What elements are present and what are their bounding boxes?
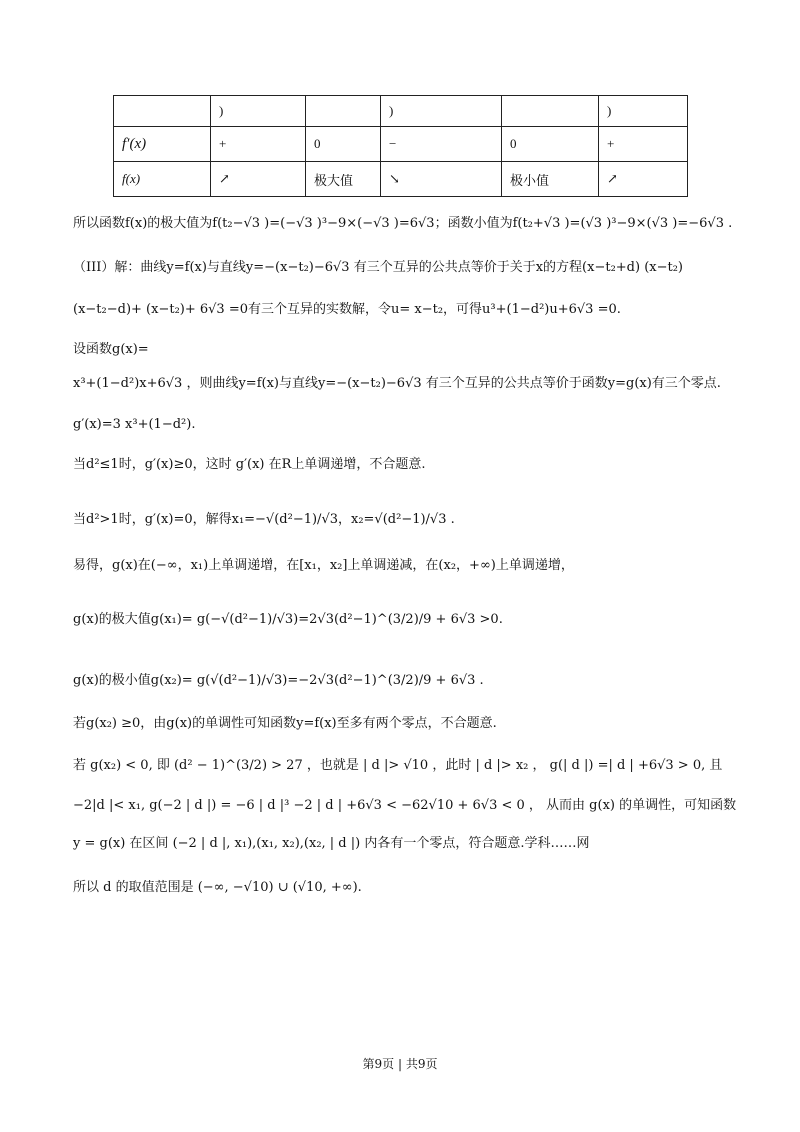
solution-line-part3: （III）解：曲线y=f(x)与直线y=−(x−t₂)−6√3 有三个互异的公共点等价于关于x的方程(x−t₂+d) (x−t₂): [73, 260, 683, 275]
table-cell: ): [211, 96, 306, 127]
table-cell: 0: [502, 127, 599, 162]
solution-line-g-def: x³+(1−d²)x+6√3 ，则曲线y=f(x)与直线y=−(x−t₂)−6√3 有三个互异的公共点等价于函数y=g(x)有三个零点.: [73, 376, 721, 391]
table-cell: ): [381, 96, 502, 127]
solution-line-conclusion: 所以 d 的取值范围是 (−∞, −√10) ∪ (√10, +∞).: [73, 880, 362, 895]
solution-line-define-g: 设函数g(x)=: [73, 342, 149, 357]
table-cell: 0: [306, 127, 381, 162]
solution-line-case-neg: 若 g(x₂) < 0, 即 (d² − 1)^(3/2) > 27 ，也就是 | d |> √10 ，此时 | d |> x₂ ， g(| d |) =| d | +6√3 > 0, 且: [73, 758, 723, 773]
solution-line-zeros: y = g(x) 在区间 (−2 | d |, x₁),(x₁, x₂),(x₂, | d |) 内各有一个零点，符合题意.学科……网: [73, 836, 590, 851]
derivative-row: [114, 127, 688, 162]
solution-line-case-nonneg: 若g(x₂) ≥0，由g(x)的单调性可知函数y=f(x)至多有两个零点，不合题意.: [73, 716, 497, 731]
table-cell: +: [211, 127, 306, 162]
solution-line-g-derivative: g′(x)=3 x³+(1−d²).: [73, 417, 196, 432]
solution-line-min-value: g(x)的极小值g(x₂)= g(√(d²−1)/√3)=−2√3(d²−1)^(3/2)/9 + 6√3 .: [73, 673, 484, 688]
table-cell: −: [381, 127, 502, 162]
solution-line-monotonic: 易得，g(x)在(−∞，x₁)上单调递增，在[x₁，x₂]上单调递减，在(x₂，+∞)上单调递增，: [73, 558, 574, 573]
solution-line-case2: 当d²>1时，g′(x)=0，解得x₁=−√(d²−1)/√3，x₂=√(d²−1)/√3 .: [73, 512, 455, 527]
solution-line-bound: −2|d |< x₁, g(−2 | d |) = −6 | d |³ −2 | d | +6√3 < −62√10 + 6√3 < 0 ， 从而由 g(x) 的单调性，可知函数: [73, 798, 737, 813]
table-cell: [502, 96, 599, 127]
table-cell: 极小值: [502, 162, 599, 197]
solution-line-max-min: 所以函数f(x)的极大值为f(t₂−√3 )=(−√3 )³−9×(−√3 )=6√3；函数小值为f(t₂+√3 )=(√3 )³−9×(√3 )=−6√3 .: [73, 216, 733, 231]
page-footer: 第9页 | 共9页: [362, 1057, 438, 1071]
table-cell: ↗: [599, 162, 688, 197]
solution-line-equation: (x−t₂−d)+ (x−t₂)+ 6√3 =0有三个互异的实数解，令u= x−t₂，可得u³+(1−d²)u+6√3 =0.: [73, 302, 621, 317]
solution-line-max-value: g(x)的极大值g(x₁)= g(−√(d²−1)/√3)=2√3(d²−1)^(3/2)/9 + 6√3 >0.: [73, 612, 503, 627]
table-cell: [114, 96, 211, 127]
table-cell: ↘: [381, 162, 502, 197]
table-cell: +: [599, 127, 688, 162]
table-cell: ): [599, 96, 688, 127]
row-label-function: f(x): [114, 162, 211, 197]
sign-table: [113, 95, 688, 197]
table-cell: 极大值: [306, 162, 381, 197]
table-cell: ↗: [211, 162, 306, 197]
table-cell: [306, 96, 381, 127]
solution-line-case1: 当d²≤1时，g′(x)≥0，这时 g′(x) 在R上单调递增，不合题意.: [73, 457, 426, 472]
function-row: [114, 162, 688, 197]
table-header-row: [114, 96, 688, 127]
row-label-derivative: f′(x): [114, 127, 211, 162]
